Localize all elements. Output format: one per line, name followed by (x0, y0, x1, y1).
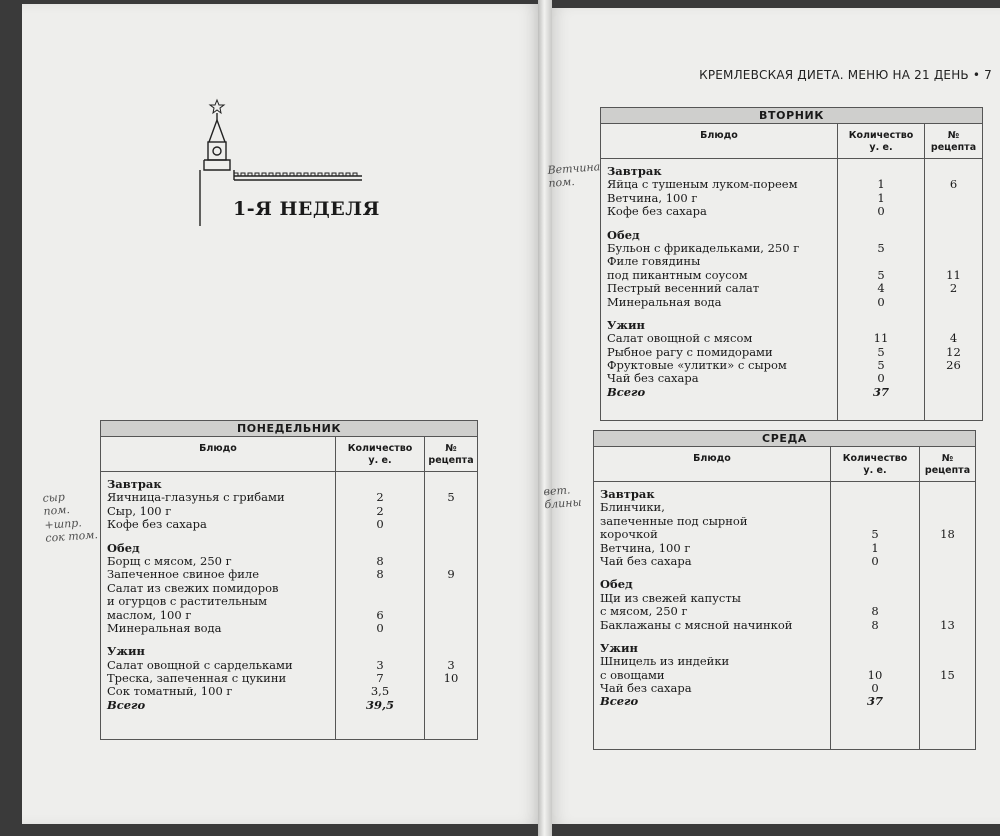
value-cell (425, 609, 477, 622)
note-line: блины (544, 496, 582, 512)
wednesday-menu-table (593, 430, 976, 750)
value-cell: 8 (376, 567, 384, 582)
value-cell (336, 635, 424, 645)
value-cell (425, 685, 477, 698)
value-cell (425, 478, 477, 491)
value-cell (425, 518, 477, 531)
value-cell: 1 (877, 177, 885, 192)
value-cell (925, 219, 982, 229)
value-cell: 0 (871, 553, 879, 568)
value-cell (925, 386, 982, 399)
menu-line: маслом, 100 г (107, 607, 192, 622)
value-cell: 5 (877, 240, 885, 255)
value-cell (831, 655, 919, 668)
menu-line (107, 532, 329, 542)
menu-line: Минеральная вода (107, 620, 222, 635)
value-cell (425, 645, 477, 658)
value-cell: 3,5 (370, 684, 390, 699)
menu-line: Ужин (107, 644, 145, 659)
value-cell: 0 (376, 517, 384, 532)
value-cell (425, 622, 477, 635)
menu-line: под пикантным соусом (607, 267, 748, 282)
value-cell (920, 682, 975, 695)
note-line: пом. (43, 503, 71, 519)
value-cell (925, 205, 982, 218)
value-cell (920, 695, 975, 708)
value-cell (838, 319, 924, 332)
value-cell (920, 592, 975, 605)
value-cell (831, 568, 919, 578)
value-cell: 4 (949, 331, 958, 346)
value-cell (425, 505, 477, 518)
note-line: +шпр. (44, 516, 83, 532)
value-cell: 2 (949, 281, 958, 296)
value-cell: 11 (946, 267, 961, 282)
menu-line: Всего (107, 697, 146, 712)
value-cell: 1 (877, 190, 885, 205)
value-cell: 3 (376, 657, 384, 672)
menu-line: Чай без сахара (600, 553, 692, 568)
value-cell: 37 (866, 694, 883, 709)
value-cell (925, 229, 982, 242)
value-cell: 10 (867, 667, 883, 682)
value-cell (425, 532, 477, 542)
value-cell (925, 192, 982, 205)
value-cell (336, 532, 424, 542)
menu-line: Всего (600, 694, 639, 709)
column-header-recipe: № рецепта (425, 437, 478, 472)
menu-line: Пестрый весенний салат (607, 281, 760, 296)
value-cell (920, 632, 975, 642)
menu-line: корочкой (600, 527, 658, 542)
menu-line: Всего (607, 384, 646, 399)
handwritten-note-left (42, 488, 98, 545)
value-cell: 18 (940, 527, 955, 542)
menu-line: Салат овощной с мясом (607, 331, 753, 346)
menu-line: Обед (607, 227, 640, 242)
menu-line: Ветчина, 100 г (600, 540, 691, 555)
value-cell (838, 255, 924, 268)
value-cell (831, 632, 919, 642)
value-cell: 0 (877, 371, 885, 386)
value-cell (425, 595, 477, 608)
value-cell: 2 (376, 490, 384, 505)
running-head: КРЕМЛЕВСКАЯ ДИЕТА. МЕНЮ НА 21 ДЕНЬ • 7 (699, 68, 992, 82)
column-header-dish: Блюдо (601, 124, 838, 159)
column-header-quantity: Количество у. е. (336, 437, 425, 472)
menu-line: Завтрак (600, 487, 655, 501)
menu-line: Салат овощной с сардельками (107, 657, 293, 672)
value-cell (831, 501, 919, 514)
menu-line: Сок томатный, 100 г (107, 684, 233, 699)
day-header: ПОНЕДЕЛЬНИК (101, 421, 478, 437)
menu-line: Сыр, 100 г (107, 503, 172, 518)
value-cell (920, 488, 975, 501)
value-cell: 12 (946, 344, 961, 359)
menu-line (607, 219, 831, 229)
column-header-recipe: № рецепта (920, 447, 976, 482)
value-cell: 39,5 (365, 697, 394, 712)
value-cell (831, 515, 919, 528)
value-cell: 5 (877, 344, 885, 359)
value-cell (925, 255, 982, 268)
column-header-dish: Блюдо (594, 447, 831, 482)
quantity-column (838, 159, 925, 421)
value-cell: 11 (873, 331, 889, 346)
value-cell: 8 (376, 553, 384, 568)
tuesday-menu-table (600, 107, 983, 421)
value-cell (920, 605, 975, 618)
value-cell (336, 478, 424, 491)
value-cell: 0 (877, 204, 885, 219)
menu-line: Яичница-глазунья с грибами (107, 490, 285, 505)
value-cell (925, 372, 982, 385)
value-cell (920, 515, 975, 528)
value-cell: 5 (877, 267, 885, 282)
menu-line: Минеральная вода (607, 294, 722, 309)
value-cell (920, 578, 975, 591)
value-cell (838, 309, 924, 319)
value-cell (925, 319, 982, 332)
column-header-quantity: Количество у. е. (831, 447, 920, 482)
dish-column (601, 159, 838, 421)
recipe-column (925, 159, 983, 421)
menu-line: с мясом, 250 г (600, 604, 688, 619)
value-cell (336, 582, 424, 595)
value-cell (831, 642, 919, 655)
value-cell: 0 (877, 294, 885, 309)
value-cell (838, 229, 924, 242)
value-cell (838, 165, 924, 178)
note-line: сок том. (44, 528, 99, 545)
menu-line: Обед (600, 577, 633, 592)
value-cell (425, 555, 477, 568)
value-cell (831, 488, 919, 501)
dish-column (594, 482, 831, 750)
menu-line: и огурцов с растительным (107, 594, 268, 609)
menu-line: Яйца с тушеным луком-пореем (607, 177, 798, 192)
handwritten-note-right-top (547, 160, 602, 190)
value-cell: 5 (447, 490, 455, 505)
value-cell (920, 655, 975, 668)
value-cell (920, 555, 975, 568)
menu-line: Кофе без сахара (607, 204, 707, 219)
note-line: Ветчина (547, 160, 601, 177)
book-gutter (538, 0, 552, 836)
note-line: пом. (548, 175, 576, 191)
menu-line: Шницель из индейки (600, 654, 730, 669)
menu-line: Чай без сахара (607, 371, 699, 386)
value-cell: 2 (376, 503, 384, 518)
value-cell (925, 165, 982, 178)
value-cell (425, 635, 477, 645)
handwritten-note-right-mid (543, 483, 582, 512)
menu-line: Бульон с фрикадельками, 250 г (607, 240, 800, 255)
menu-line: запеченные под сырной (600, 513, 748, 528)
value-cell: 13 (940, 617, 955, 632)
value-cell: 15 (940, 667, 955, 682)
value-cell: 5 (877, 358, 885, 373)
value-cell: 6 (376, 607, 384, 622)
column-header-quantity: Количество у. е. (838, 124, 925, 159)
value-cell: 9 (447, 567, 455, 582)
column-header-dish: Блюдо (101, 437, 336, 472)
menu-line: Чай без сахара (600, 681, 692, 696)
menu-line (600, 568, 824, 578)
value-cell (336, 645, 424, 658)
value-cell (831, 578, 919, 591)
menu-line: с овощами (600, 667, 665, 682)
menu-line: Рыбное рагу с помидорами (607, 344, 773, 359)
menu-line: Кофе без сахара (107, 517, 207, 532)
recipe-column (425, 472, 478, 740)
menu-line: Борщ с мясом, 250 г (107, 553, 232, 568)
value-cell (831, 592, 919, 605)
monday-menu-table (100, 420, 478, 740)
recipe-column (920, 482, 976, 750)
value-cell: 4 (877, 281, 885, 296)
dish-column (101, 472, 336, 740)
value-cell (336, 595, 424, 608)
menu-line: Ужин (607, 317, 645, 332)
value-cell (336, 542, 424, 555)
menu-line: Салат из свежих помидоров (107, 580, 279, 595)
menu-line: Завтрак (607, 164, 662, 178)
value-cell: 3 (447, 657, 455, 672)
menu-line: Филе говядины (607, 254, 701, 269)
value-cell (920, 542, 975, 555)
value-cell (425, 542, 477, 555)
column-header-recipe: № рецепта (925, 124, 983, 159)
value-cell (925, 309, 982, 319)
value-cell: 37 (872, 384, 889, 399)
note-line: сыр (42, 490, 66, 505)
menu-line: Фруктовые «улитки» с сыром (607, 358, 787, 373)
menu-line: Ветчина, 100 г (607, 190, 698, 205)
menu-line: Обед (107, 540, 140, 555)
day-header: СРЕДА (594, 431, 976, 447)
value-cell (425, 582, 477, 595)
note-line: вет. (543, 483, 571, 499)
value-cell: 7 (376, 671, 384, 686)
quantity-column (336, 472, 425, 740)
day-header: ВТОРНИК (601, 108, 983, 124)
menu-line: Треска, запеченная с цукини (107, 671, 287, 686)
value-cell (925, 242, 982, 255)
menu-line: Завтрак (107, 477, 162, 491)
value-cell: 8 (871, 617, 879, 632)
value-cell (920, 501, 975, 514)
value-cell (920, 568, 975, 578)
quantity-column (831, 482, 920, 750)
menu-line: Запеченное свиное филе (107, 567, 260, 582)
value-cell: 5 (871, 527, 879, 542)
menu-line: Баклажаны с мясной начинкой (600, 617, 793, 632)
menu-line: Щи из свежей капусты (600, 590, 741, 605)
value-cell: 0 (376, 620, 384, 635)
value-cell (838, 219, 924, 229)
value-cell: 8 (871, 604, 879, 619)
value-cell: 0 (871, 681, 879, 696)
value-cell (425, 699, 477, 712)
value-cell (925, 296, 982, 309)
value-cell (920, 642, 975, 655)
menu-line: Блинчики, (600, 500, 665, 515)
value-cell: 6 (949, 177, 958, 192)
value-cell: 26 (946, 358, 961, 373)
week-title: 1-Я НЕДЕЛЯ (233, 198, 380, 220)
menu-line: Ужин (600, 640, 638, 655)
value-cell: 1 (871, 540, 879, 555)
value-cell: 10 (443, 671, 459, 686)
